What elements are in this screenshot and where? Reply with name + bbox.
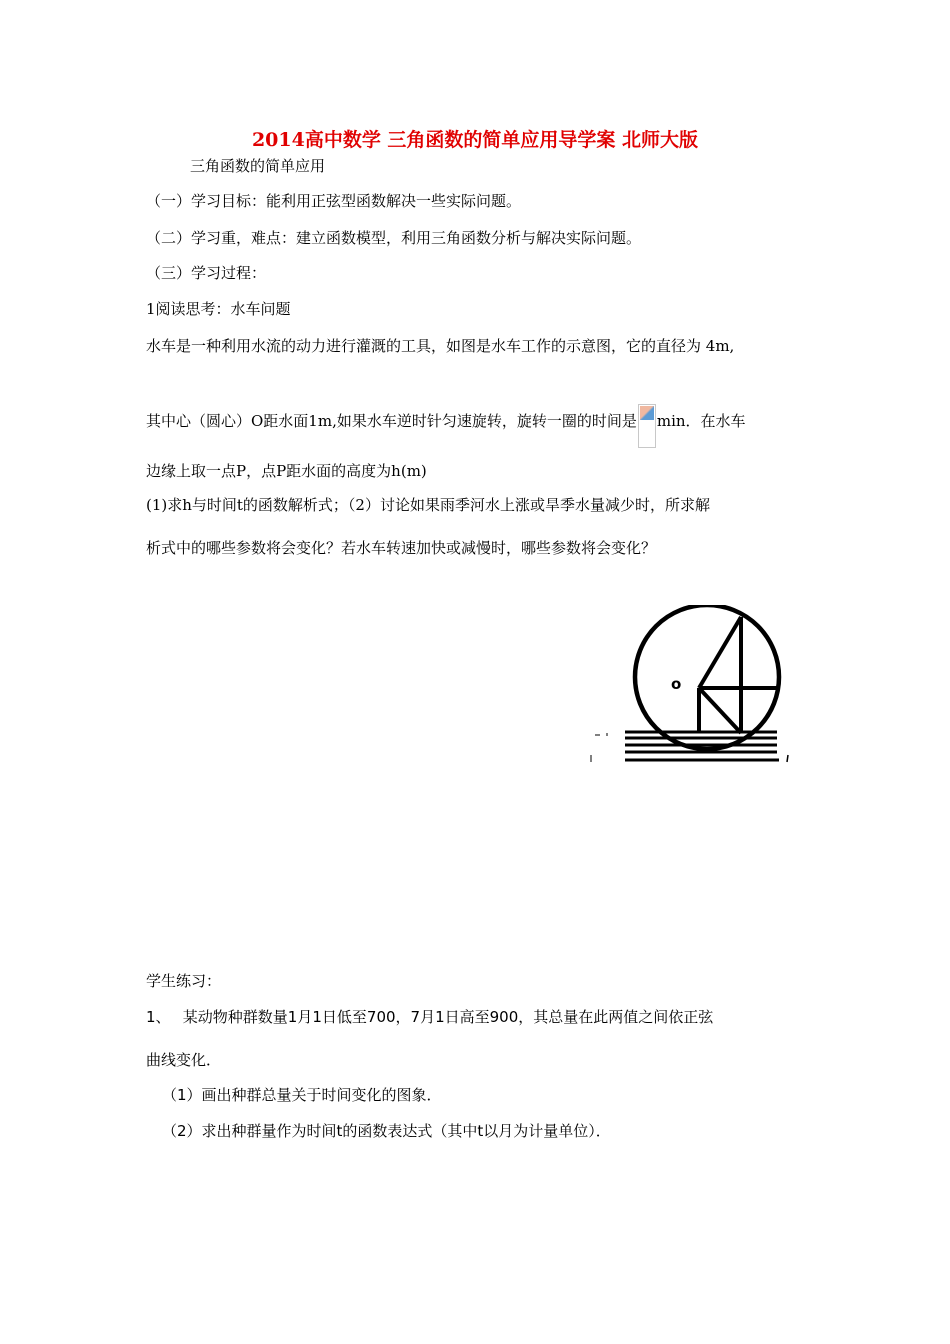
document-title: 2014高中数学 三角函数的简单应用导学案 北师大版	[251, 129, 699, 151]
learning-goal: （一）学习目标：能利用正弦型函数解决一些实际问题。	[146, 192, 522, 210]
question-line-1: (1)求h与时间t的函数解析式；（2）讨论如果雨季河水上涨或旱季水量减少时，所求解	[146, 496, 710, 514]
question-line-2: 析式中的哪些参数将会变化？若水车转速加快或减慢时，哪些参数将会变化？	[146, 539, 657, 557]
center-label-o: o	[671, 675, 682, 693]
practice-heading: 学生练习：	[146, 972, 222, 990]
problem-paragraph-2	[146, 404, 746, 448]
tick-mark-right	[787, 755, 788, 762]
learning-process: （三）学习过程：	[146, 264, 267, 282]
waterwheel-diagram	[585, 605, 795, 770]
problem-text-after-image: min．在水车	[656, 412, 746, 430]
problem-paragraph-3: 边缘上取一点P，点P距水面的高度为h(m)	[146, 462, 427, 480]
practice-item-1: 1、 某动物种群数量1月1日低至700，7月1日高至900，其总量在此两值之间依正弦	[146, 1008, 714, 1026]
problem-text-before-image: 其中心（圆心）O距水面1m,如果水车逆时针匀速旋转，旋转一圈的时间是	[146, 412, 637, 430]
reading-heading: 1阅读思考：水车问题	[146, 300, 291, 318]
diagonal-line	[699, 688, 741, 733]
practice-subquestion-1: （1）画出种群总量关于时间变化的图象．	[162, 1086, 442, 1104]
problem-paragraph-1: 水车是一种利用水流的动力进行灌溉的工具，如图是水车工作的示意图，它的直径为 4m,	[146, 337, 735, 355]
practice-item-1-continued: 曲线变化．	[146, 1051, 222, 1069]
key-points: （二）学习重，难点：建立函数模型，利用三角函数分析与解决实际问题。	[146, 229, 642, 247]
practice-subquestion-2: （2）求出种群量作为时间t的函数表达式（其中t以月为计量单位）．	[162, 1122, 611, 1140]
radius-line	[699, 617, 741, 688]
section-subtitle: 三角函数的简单应用	[190, 157, 326, 175]
broken-image-icon	[638, 404, 656, 448]
